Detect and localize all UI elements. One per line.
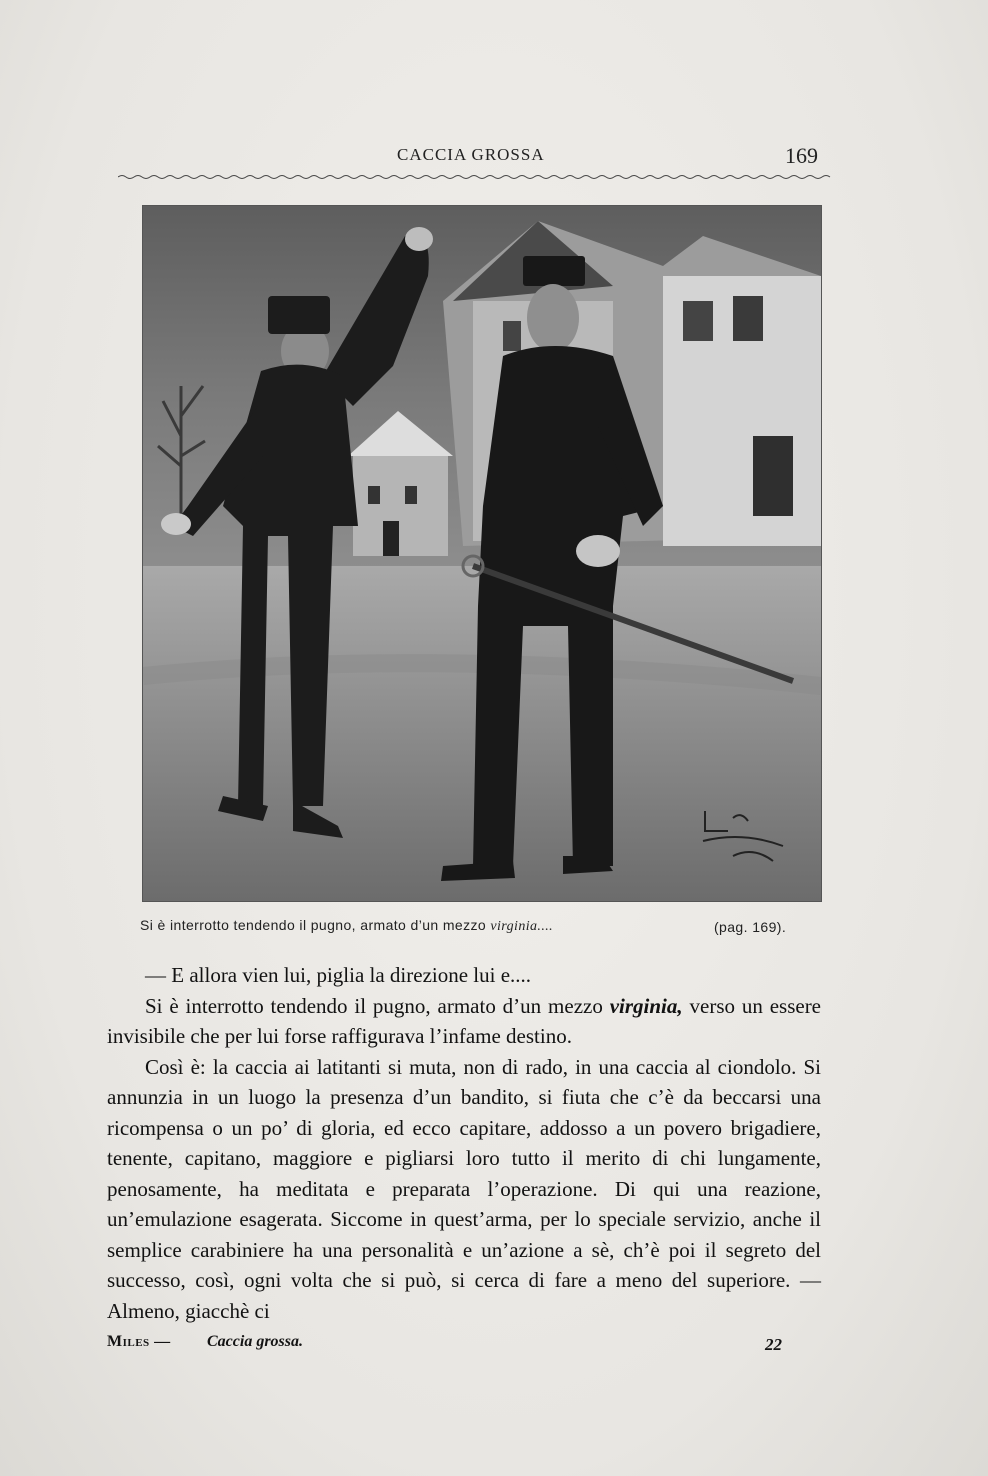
running-head	[0, 145, 988, 175]
page-number: 169	[785, 143, 818, 168]
footer-author: Miles —	[107, 1333, 171, 1350]
running-title: CACCIA GROSSA	[397, 145, 545, 164]
illustration-plate	[142, 205, 822, 902]
header-rule	[118, 174, 834, 180]
illustration-drawing	[143, 206, 821, 901]
paragraph-2: Si è interrotto tendendo il pugno, armato d’un mezzo virginia, verso un essere invisibile che per lui forse raffigurava l’infame destino.	[107, 993, 822, 1048]
figure-caption	[140, 917, 820, 939]
signature-footer	[107, 1333, 821, 1363]
caption-page-ref: (pag. 169).	[714, 919, 787, 935]
caption-text: Si è interrotto tendendo il pugno, armato d’un mezzo virginia....	[140, 917, 554, 934]
paragraph-2-italic: virginia,	[609, 993, 683, 1018]
paragraph-3: Così è: la caccia ai latitanti si muta, non di rado, in una caccia al ciondolo. Si annunzia in un luogo la presenza d’un bandito, si fiuta che c’è da beccarsi una ricompensa o un po’ di gloria, ed ecco capitare, addosso a un povero brigadiere, tenente, capitano, maggiore e pigliarsi loro tutto il merito di chi lungamente, penosamente, ha meditata e preparata l’operazione. Di qui una reazione, un’emulazione esagerata. Siccome in quest’arma, per lo speciale servizio, anche il semplice carabiniere ha una personalità e un’azione a sè, ch’è poi il segreto del successo, così, ogni volta che si può, si cerca di fare a meno del superiore. — Almeno, giacchè ci	[107, 1054, 821, 1323]
signature-mark: 22	[765, 1335, 782, 1354]
paragraph-1: — E allora vien lui, piglia la direzione lui e....	[145, 963, 532, 987]
body-text	[107, 960, 821, 1326]
caption-italic: virginia....	[490, 919, 554, 934]
footer-title: Caccia grossa.	[207, 1333, 303, 1350]
